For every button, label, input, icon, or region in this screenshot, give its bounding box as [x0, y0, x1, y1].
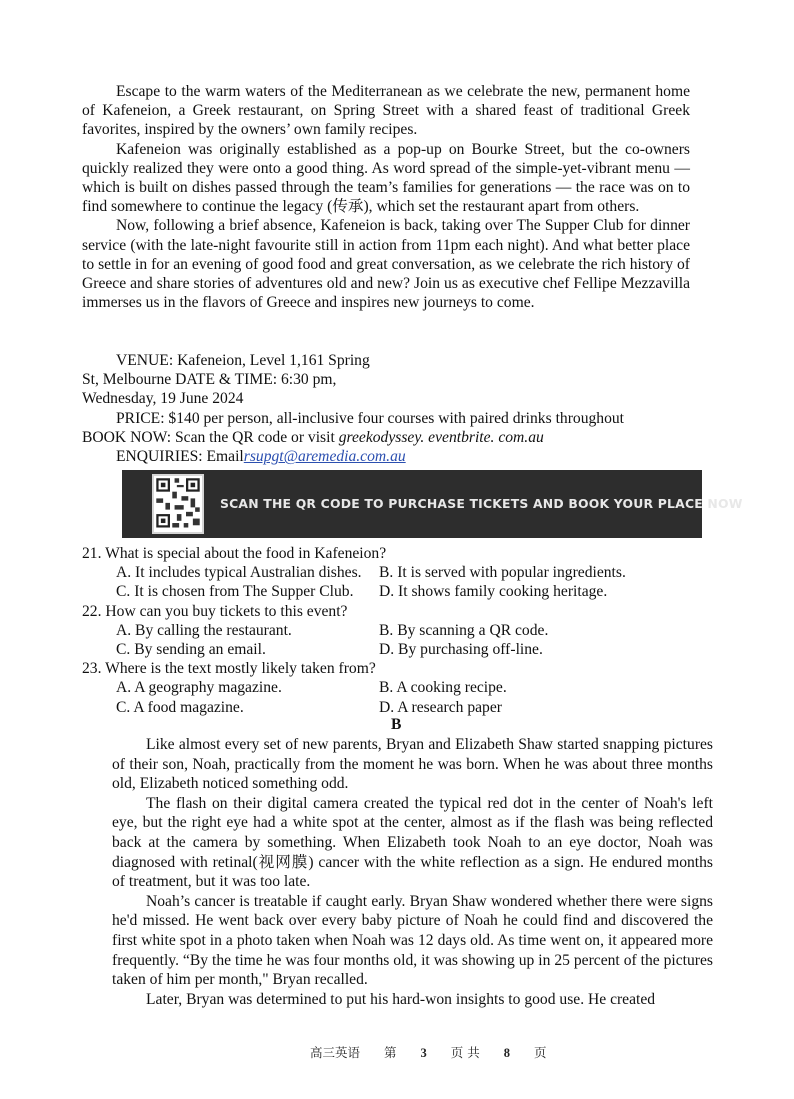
- question-21-row-1: [82, 563, 722, 582]
- question-22-row-1: [82, 621, 722, 640]
- question-22-stem: 22. How can you buy tickets to this event?: [82, 602, 348, 620]
- venue-block: [82, 351, 402, 409]
- question-21-row-2: [82, 582, 722, 601]
- qr-banner: [122, 470, 743, 538]
- question-22-option-b: B. By scanning a QR code.: [379, 621, 549, 639]
- footer-page-number: 3: [420, 1046, 427, 1060]
- question-23-row-1: [82, 678, 722, 697]
- passage-a: [82, 82, 690, 312]
- passage-b-paragraph-4: Later, Bryan was determined to put his hard-won insights to good use. He created: [146, 990, 656, 1008]
- book-now-label: BOOK NOW: Scan the QR code or visit: [82, 429, 335, 447]
- question-22-option-d: D. By purchasing off-line.: [379, 641, 543, 659]
- question-21-option-d: D. It shows family cooking heritage.: [379, 583, 608, 601]
- enquiries-line: [82, 447, 714, 466]
- question-23-option-b: B. A cooking recipe.: [379, 679, 507, 697]
- book-now-url[interactable]: greekodyssey. eventbrite. com.au: [338, 429, 544, 447]
- footer-subject: 高三英语: [310, 1045, 361, 1060]
- passage-b-paragraph-1: Like almost every set of new parents, Bryan and Elizabeth Shaw started snapping pictures of their son, Noah, practically from the moment he was born. When he was about three months old, Elizabeth noticed something odd.: [112, 736, 713, 793]
- qr-code-icon[interactable]: [152, 474, 204, 534]
- question-23-option-a: A. A geography magazine.: [116, 679, 282, 697]
- question-23-row-2: [82, 698, 722, 717]
- event-info: [82, 409, 714, 467]
- question-22-row-2: [82, 640, 722, 659]
- venue-line-3: Wednesday, 19 June 2024: [82, 390, 244, 408]
- enquiries-label: ENQUIRIES: Email: [116, 448, 244, 466]
- passage-a-paragraph-1: Escape to the warm waters of the Mediterranean as we celebrate the new, permanent home of Kafeneion, a Greek restaurant, on Spring Street with a shared feast of traditional Greek favorites, inspired by the owners’ own family recipes.: [82, 83, 690, 139]
- question-22-option-a: A. By calling the restaurant.: [116, 621, 292, 639]
- footer-page-suffix: 页: [533, 1045, 547, 1060]
- passage-b: [112, 735, 713, 1009]
- question-21-option-c: C. It is chosen from The Supper Club.: [116, 583, 354, 601]
- page-footer: [310, 1043, 586, 1061]
- section-b-heading: B: [391, 716, 402, 733]
- passage-b-paragraph-3: Noah’s cancer is treatable if caught early. Bryan Shaw wondered whether there were signs he'd missed. He went back over every baby picture of Noah he could find and discovered the first white spot in a photo taken when Noah was 12 days old. As time went on, it appeared more frequently. “By the time he was four months old, it was showing up in 25 percent of the pictures taken of him per month," Bryan recalled.: [112, 892, 713, 989]
- question-21-stem: 21. What is special about the food in Kafeneion?: [82, 545, 387, 562]
- passage-a-paragraph-2: Kafeneion was originally established as a pop-up on Bourke Street, but the co-owners quickly realized they were onto a good thing. As word spread of the simple-yet-vibrant menu — which is built on dishes passed through the team’s families for generations — the race was on to find somewhere to continue the legacy (传承), which set the restaurant apart from others.: [82, 140, 690, 216]
- venue-line-1: VENUE: Kafeneion, Level 1,161 Spring: [116, 352, 370, 369]
- book-now-line: [82, 428, 714, 447]
- question-22-option-c: C. By sending an email.: [116, 641, 266, 659]
- question-23-option-c: C. A food magazine.: [116, 698, 244, 716]
- passage-a-paragraph-3: Now, following a brief absence, Kafeneion is back, taking over The Supper Club for dinner service (with the late-night favourite still in action from 11pm each night). And what better place to settle in for an evening of good food and great conversation, as we celebrate the rich history of Greece and share stories of adventures old and new? Join us as executive chef Fellipe Mezzavilla immerses us in the flavors of Greece and inspires new journeys to come.: [82, 217, 690, 312]
- footer-page-prefix: 第: [384, 1045, 397, 1060]
- footer-page-info: [384, 1045, 566, 1060]
- footer-page-mid: 页 共: [450, 1045, 480, 1060]
- question-21-option-b: B. It is served with popular ingredients.: [379, 564, 626, 582]
- footer-total-pages: 8: [503, 1046, 510, 1060]
- questions-block: [82, 544, 722, 717]
- question-23-option-d: D. A research paper: [379, 698, 502, 716]
- question-23-stem: 23. Where is the text mostly likely taken from?: [82, 660, 376, 678]
- venue-line-2: St, Melbourne DATE & TIME: 6:30 pm,: [82, 371, 337, 389]
- enquiries-email-link[interactable]: rsupgt@aremedia.com.au: [243, 448, 406, 466]
- banner-text: SCAN THE QR CODE TO PURCHASE TICKETS AND BOOK YOUR PLACE NOW: [220, 496, 743, 511]
- passage-b-paragraph-2: The flash on their digital camera created the typical red dot in the center of Noah's left eye, but the right eye had a white spot at the center, almost as if the flash was being reflected back at the camera by something. When Elizabeth took Noah to an eye doctor, Noah was diagnosed with retinal(视网膜) cancer with the white reflection as a sign. He endured months of treatment, but it was too late.: [112, 794, 713, 891]
- price-line: PRICE: $140 per person, all-inclusive four courses with paired drinks throughout: [116, 410, 625, 427]
- question-21-option-a: A. It includes typical Australian dishes.: [116, 564, 362, 582]
